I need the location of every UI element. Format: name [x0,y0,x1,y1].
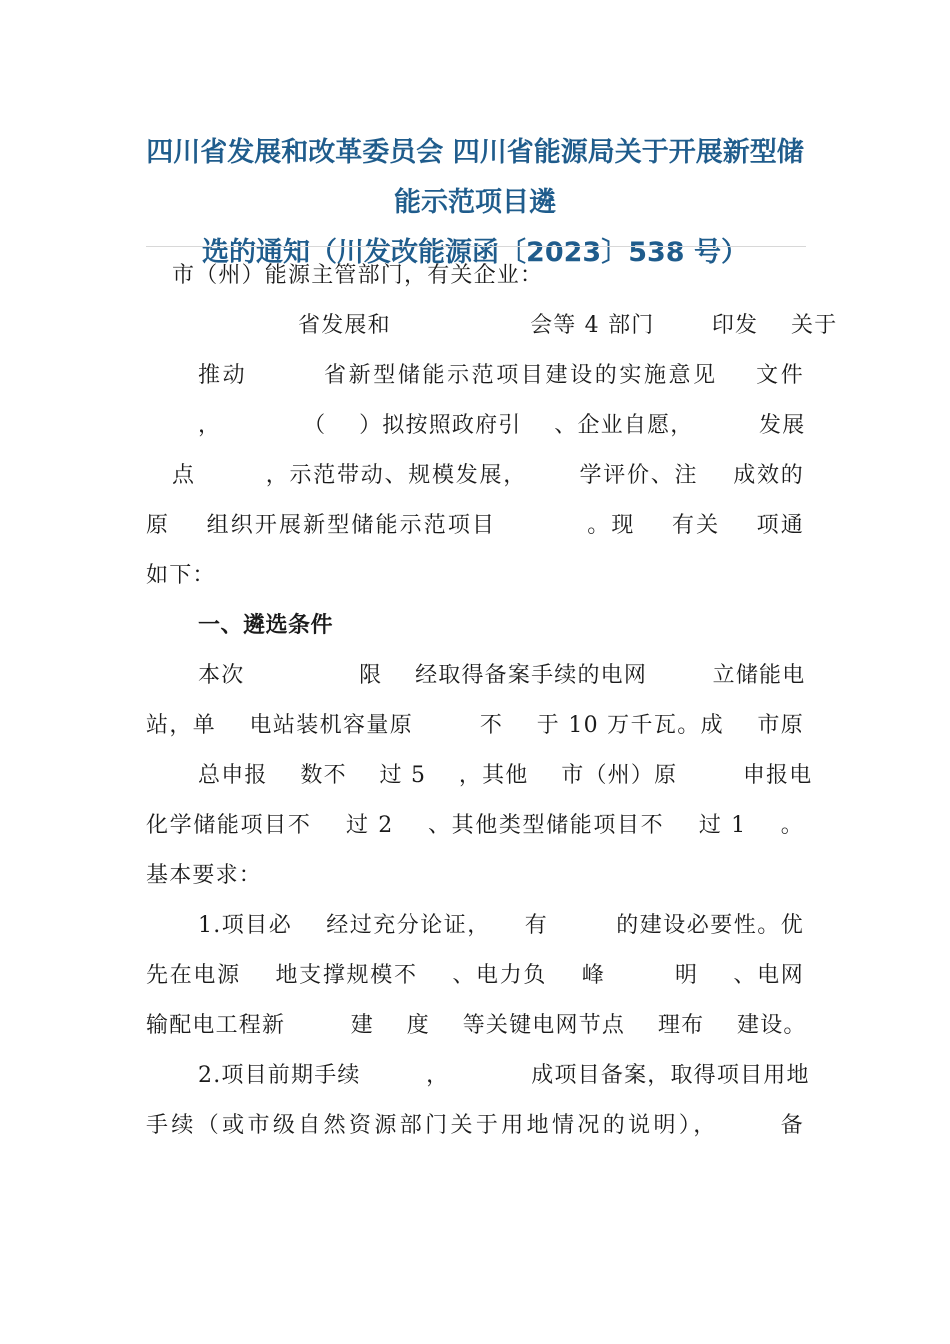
body-line: 推动 省新型储能示范项目建设的实施意见 文件 [198,363,804,388]
salutation-line: 市（州）能源主管部门，有关企业： [172,263,544,288]
title-divider [146,246,806,247]
document-page [146,0,838,1344]
body-line: 1.项目必 经过充分论证， 有 的建设必要性。优 [198,913,804,938]
body-line: 化学储能项目不 过 2 、其他类型储能项目不 过 1 。 [146,813,804,838]
body-line: 基本要求： [146,863,263,888]
body-line: 手续（或市级自然资源部门关于用地情况的说明）， 备 [146,1113,804,1138]
body-line: 如下： [146,563,216,588]
body-line: 输配电工程新 建 度 等关键电网节点 理布 建设。 [146,1013,807,1038]
body-line: 总申报 数不 过 5 ，其他 市（州）原 申报电 [198,763,813,788]
section-heading: 一、遴选条件 [198,613,334,638]
body-line: ， （ ）拟按照政府引 、企业自愿， 发展 [198,413,806,438]
body-line: 原 组织开展新型储能示范项目 。现 有关 项通 [146,513,804,538]
body-line: 省发展和 会等 4 部门 印发 关于 [298,313,838,338]
title-line-2: 选的通知（川发改能源函〔2023〕538 号） [202,237,748,268]
body-line: 站，单 电站装机容量原 不 于 10 万千瓦。成 市原 [146,713,804,738]
body-line: 本次 限 经取得备案手续的电网 立储能电 [198,663,806,688]
title-line-1: 四川省发展和改革委员会 四川省能源局关于开展新型储能示范项目遴 [146,137,804,218]
body-line: 2.项目前期手续 ， 成项目备案，取得项目用地 [198,1063,810,1088]
body-line: 点 ，示范带动、规模发展， 学评价、注 成效的 [172,463,804,488]
body-line: 先在电源 地支撑规模不 、电力负 峰 明 、电网 [146,963,804,988]
